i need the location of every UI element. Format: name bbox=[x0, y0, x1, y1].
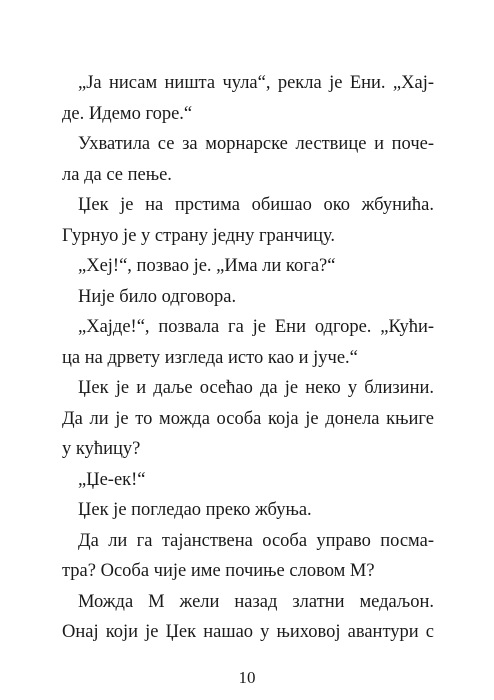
body-text bbox=[62, 68, 434, 648]
text-line-13: у кућицу? bbox=[62, 439, 141, 459]
text-line-12: Да ли је то можда особа која је донела књиге bbox=[62, 408, 434, 429]
text-line-1: „Ја нисам ништа чула“, рекла је Ени. „Хај- bbox=[78, 73, 434, 93]
text-line-2: де. Идемо горе.“ bbox=[62, 103, 193, 124]
page-number: 10 bbox=[238, 668, 256, 687]
text-line-18: Можда М жели назад златни медаљон. bbox=[78, 591, 434, 612]
text-line-15: Џек је погледао преко жбуња. bbox=[78, 500, 312, 520]
text-line-8: Није било одговора. bbox=[78, 286, 237, 307]
text-line-14: „Џе-ек!“ bbox=[78, 469, 146, 490]
text-line-16: Да ли га тајанствена особа управо посма- bbox=[78, 530, 434, 551]
text-line-17: тра? Особа чије име почиње словом М? bbox=[62, 561, 375, 581]
text-line-10: ца на дрвету изгледа исто као и јуче.“ bbox=[62, 347, 358, 368]
text-line-11: Џек је и даље осећао да је неко у близини. bbox=[78, 378, 434, 398]
text-line-4: ла да се пење. bbox=[62, 164, 172, 185]
text-line-9: „Хајде!“, позвала га је Ени одгоре. „Кући- bbox=[78, 317, 434, 337]
text-line-7: „Хеј!“, позвао је. „Има ли кога?“ bbox=[78, 256, 336, 276]
text-line-19: Онај који је Џек нашао у њиховој авантури с bbox=[62, 622, 434, 642]
text-line-5: Џек је на прстима обишао око жбунића. bbox=[78, 195, 434, 215]
text-line-3: Ухватила се за морнарске лествице и поче- bbox=[78, 134, 434, 154]
text-line-6: Гурнуо је у страну једну гранчицу. bbox=[62, 225, 336, 246]
